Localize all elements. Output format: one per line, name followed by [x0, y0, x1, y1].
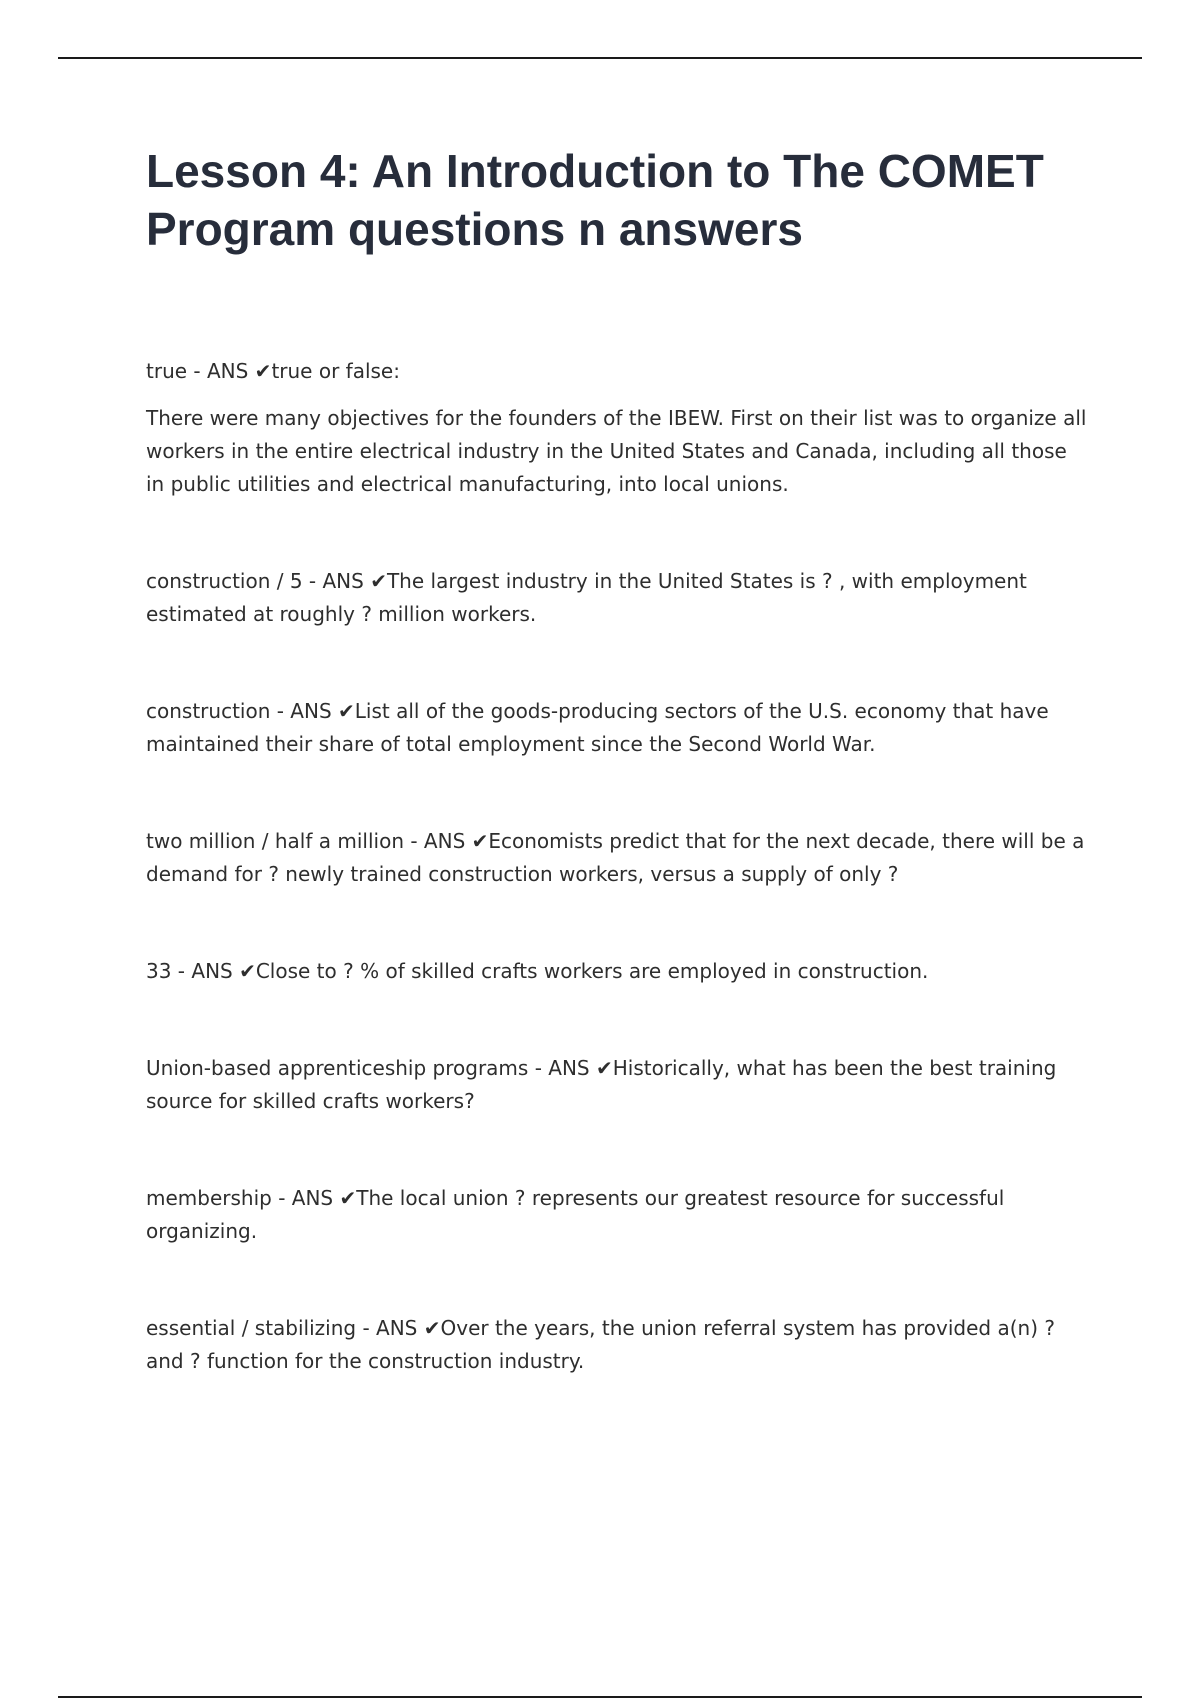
qa-line	[146, 1312, 1091, 1378]
check-icon: ✔	[339, 1186, 357, 1210]
qa-line	[146, 565, 1091, 631]
top-rule	[58, 57, 1142, 59]
question-text: Historically, what has been the best training source for skilled crafts workers?	[146, 1056, 1057, 1113]
question-detail: There were many objectives for the founders of the IBEW. First on their list was to organize all workers in the entire electrical industry in the United States and Canada, including all those in public utilities and electrical manufacturing, into local unions.	[146, 406, 1087, 496]
bottom-rule	[58, 1696, 1142, 1698]
qa-line	[146, 825, 1091, 891]
qa-line	[146, 355, 1091, 388]
question-text: Close to ? % of skilled crafts workers are employed in construction.	[255, 959, 929, 983]
qa-list	[146, 355, 1091, 1378]
answer-text: true - ANS	[146, 359, 255, 383]
document-title: Lesson 4: An Introduction to The COMET Program questions n answers	[146, 145, 1044, 255]
qa-entry	[146, 355, 1091, 501]
question-text: Over the years, the union referral system has provided a(n) ? and ? function for the construction industry.	[146, 1316, 1055, 1373]
question-text: The largest industry in the United States is ? , with employment estimated at roughly ? million workers.	[146, 569, 1027, 626]
check-icon: ✔	[370, 569, 387, 593]
answer-text: membership - ANS	[146, 1186, 340, 1210]
qa-line	[146, 695, 1091, 761]
check-icon: ✔	[595, 1056, 613, 1080]
question-text: true or false:	[271, 359, 400, 383]
check-icon: ✔	[423, 1316, 441, 1340]
check-icon: ✔	[471, 829, 489, 853]
check-icon: ✔	[239, 959, 256, 983]
question-text: The local union ? represents our greatest resource for successful organizing.	[146, 1186, 1005, 1243]
answer-text: construction - ANS	[146, 699, 339, 723]
qa-entry	[146, 1182, 1091, 1248]
qa-entry	[146, 695, 1091, 761]
answer-text: two million / half a million - ANS	[146, 829, 472, 853]
qa-entry	[146, 565, 1091, 631]
qa-entry	[146, 825, 1091, 891]
qa-entry	[146, 955, 1091, 988]
check-icon: ✔	[254, 359, 272, 383]
answer-text: Union-based apprenticeship programs - ANS	[146, 1056, 596, 1080]
answer-text: construction / 5 - ANS	[146, 569, 371, 593]
qa-entry	[146, 1312, 1091, 1378]
check-icon: ✔	[338, 699, 355, 723]
answer-text: essential / stabilizing - ANS	[146, 1316, 424, 1340]
qa-line	[146, 955, 1091, 988]
question-text: Economists predict that for the next decade, there will be a demand for ? newly trained construction workers, versus a supply of only ?	[146, 829, 1085, 886]
qa-line	[146, 1052, 1091, 1118]
qa-entry	[146, 1052, 1091, 1118]
question-text: List all of the goods-producing sectors of the U.S. economy that have maintained their share of total employment since the Second World War.	[146, 699, 1049, 756]
qa-line	[146, 1182, 1091, 1248]
answer-text: 33 - ANS	[146, 959, 240, 983]
